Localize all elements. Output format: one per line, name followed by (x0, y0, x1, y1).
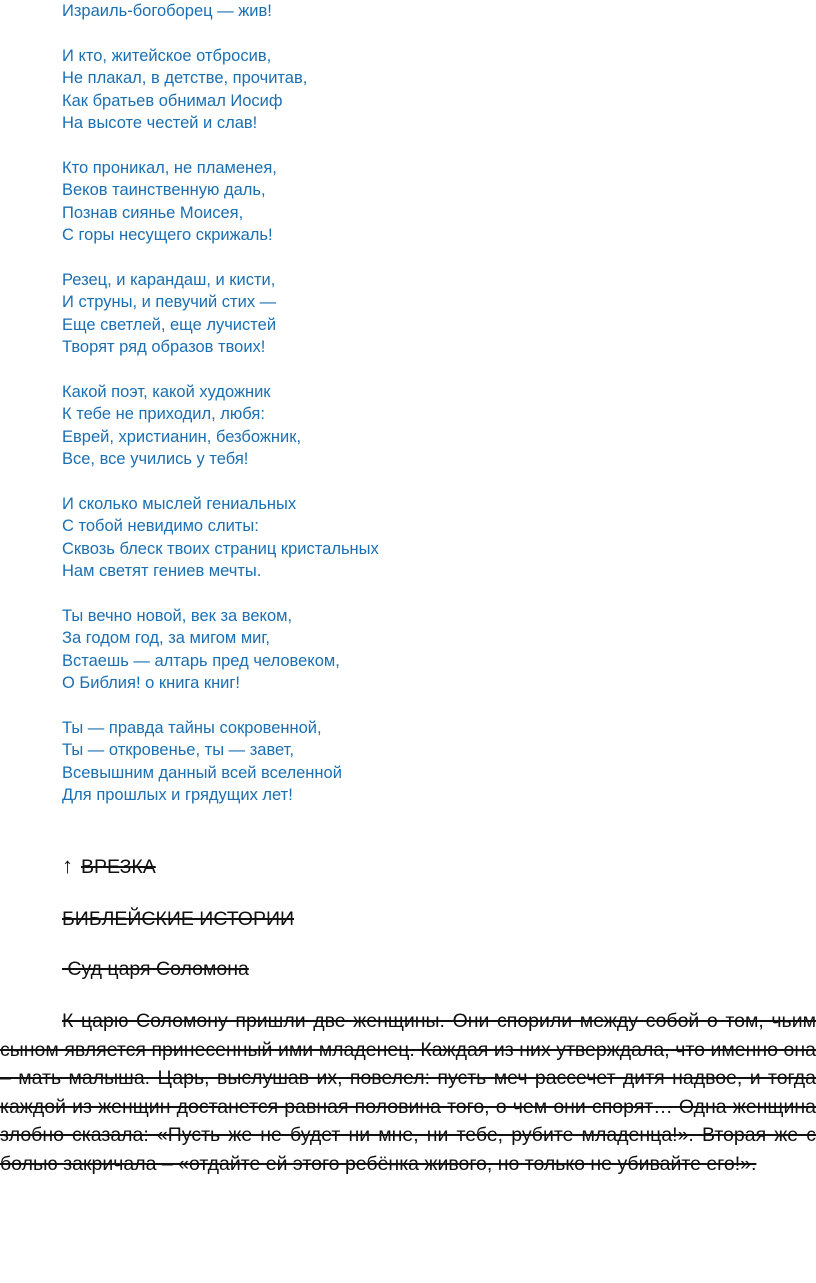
poem (62, 0, 762, 829)
poem-line: Не плакал, в детстве, прочитав, (62, 69, 308, 88)
poem-stanza (62, 717, 762, 807)
poem-line: Всевышним данный всей вселенной (62, 763, 342, 782)
poem-line: Творят ряд образов твоих! (62, 338, 266, 357)
insert-label (62, 853, 156, 879)
poem-line: Резец, и карандаш, и кисти, (62, 270, 276, 289)
poem-line: За годом год, за мигом миг, (62, 629, 270, 648)
poem-line: С тобой невидимо слиты: (62, 517, 259, 536)
poem-stanza (62, 493, 762, 583)
poem-stanza (62, 0, 762, 22)
poem-line: И сколько мыслей гениальных (62, 494, 297, 513)
poem-line: И струны, и певучий стих — (62, 293, 277, 312)
poem-stanza (62, 157, 762, 247)
poem-line: Ты — правда тайны сокровенной, (62, 718, 322, 737)
poem-line: Нам светят гениев мечты. (62, 562, 262, 581)
poem-line: Еврей, христианин, безбожник, (62, 427, 302, 446)
insert-label-text: ВРЕЗКА (81, 856, 156, 878)
poem-line: Какой поэт, какой художник (62, 382, 271, 401)
poem-line: Веков таинственную даль, (62, 181, 266, 200)
poem-stanza (62, 45, 762, 135)
poem-line: Ты вечно новой, век за веком, (62, 606, 293, 625)
poem-line: Кто проникал, не пламенея, (62, 158, 277, 177)
poem-stanza (62, 381, 762, 471)
poem-line: Еще светлей, еще лучистей (62, 315, 277, 334)
poem-line: Встаешь — алтарь пред человеком, (62, 651, 340, 670)
poem-line: Для прошлых и грядущих лет! (62, 786, 293, 805)
poem-line: С горы несущего скрижаль! (62, 226, 273, 245)
poem-line: Как братьев обнимал Иосиф (62, 91, 283, 110)
poem-line: И кто, житейское отбросив, (62, 46, 272, 65)
poem-line: Познав сиянье Моисея, (62, 203, 244, 222)
poem-line: Израиль-богоборец — жив! (62, 2, 272, 20)
poem-line: Все, все учились у тебя! (62, 450, 249, 469)
poem-line: К тебе не приходил, любя: (62, 405, 265, 424)
poem-line: О Библия! о книга книг! (62, 674, 240, 693)
section-title: БИБЛЕЙСКИЕ ИСТОРИИ (62, 908, 295, 930)
story-paragraph: К царю Соломону пришли две женщины. Они спорили между собой о том, чьим сыном является принесенный ими младенец. Каждая из них утверждала, что именно она – мать малыша. Царь, выслушав их, повелел: пусть меч рассечет дитя надвое, и тогда каждой из женщин достанется равная половина того, о чем они спорят… Одна женщина злобно сказала: «Пусть же не будет ни мне, ни тебе, рубите младенца!». Вторая же с болью закричала – «отдайте ей этого ребёнка живого, но только не убивайте его!». (0, 1010, 816, 1175)
story-title: Суд царя Соломона (62, 958, 249, 980)
poem-line: На высоте честей и слав! (62, 114, 258, 133)
poem-line: Сквозь блеск твоих страниц кристальных (62, 539, 379, 558)
poem-line: Ты — откровенье, ты — завет, (62, 741, 294, 760)
poem-stanza (62, 269, 762, 359)
arrow-up-icon: ↑ (62, 853, 73, 878)
poem-stanza (62, 605, 762, 695)
